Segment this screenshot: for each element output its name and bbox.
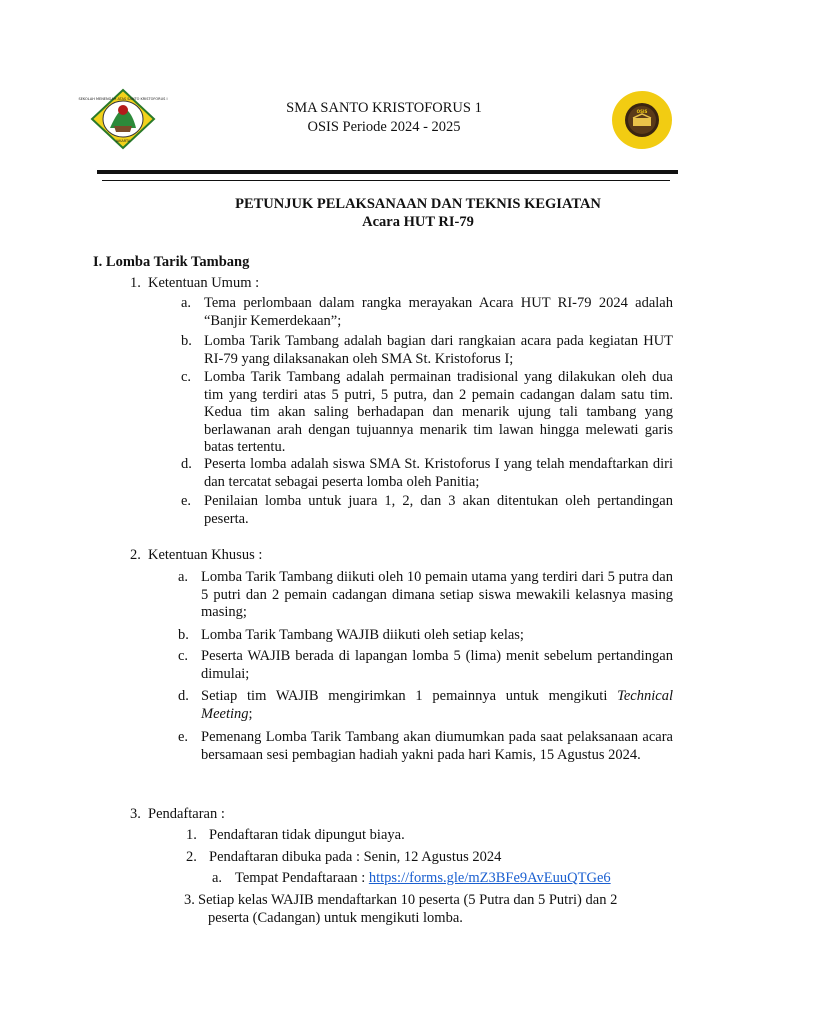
list-item: c. Lomba Tarik Tambang adalah permainan tradisional yang dilakukan oleh dua tim yang terdiri atas 5 putri, 5 putra, dan 2 pemain cadangan dalam satu tim. Kedua tim akan saling berhadapan dan menarik ujung tali tambang yang berlawanan arah dengan tujuannya menarik tim lawan hingga melewati garis batas tertentu. xyxy=(181,369,673,456)
list-item: d. Setiap tim WAJIB mengirimkan 1 pemainnya untuk mengikuti Technical Meeting; xyxy=(178,688,673,722)
list-number: 1. xyxy=(130,275,141,291)
list-item: a. Tempat Pendaftaraan : https://forms.gle/mZ3BFe9AvEuuQTGe6 xyxy=(212,870,611,886)
list-number: 2. xyxy=(130,547,141,563)
list-item: a. Lomba Tarik Tambang diikuti oleh 10 pemain utama yang terdiri dari 5 putra dan 5 putri dan 2 pemain cadangan dimana setiap siswa mewakili kelasnya masing masing; xyxy=(178,569,673,621)
list-item: b. Lomba Tarik Tambang WAJIB diikuti oleh setiap kelas; xyxy=(178,627,524,643)
list-item: 3. Setiap kelas WAJIB mendaftarkan 10 peserta (5 Putra dan 5 Putri) dan 2 peserta (Cadangan) untuk mengikuti lomba. xyxy=(184,892,618,926)
subsection-label-pendaftaran: Pendaftaran : xyxy=(148,806,225,822)
document-subtitle: Acara HUT RI-79 xyxy=(362,214,474,230)
subsection-label-umum: Ketentuan Umum : xyxy=(148,275,260,291)
list-item: 1. Pendaftaran tidak dipungut biaya. xyxy=(186,827,405,843)
logo-text-top: SEKOLAH MENENGAH ATAS SANTO KRISTOFORUS I xyxy=(78,97,168,101)
list-number: 3. xyxy=(130,806,141,822)
list-item: e. Penilaian lomba untuk juara 1, 2, dan 3 akan ditentukan oleh pertandingan peserta. xyxy=(181,493,673,527)
list-item: c. Peserta WAJIB berada di lapangan lomba 5 (lima) menit sebelum pertandingan dimulai; xyxy=(178,648,673,682)
list-item: 2. Pendaftaran dibuka pada : Senin, 12 Agustus 2024 xyxy=(186,849,502,865)
document-title: PETUNJUK PELAKSANAAN DAN TEKNIS KEGIATAN xyxy=(235,196,601,212)
school-name: SMA SANTO KRISTOFORUS 1 xyxy=(286,100,482,116)
logo-text-bottom: JAKARTA xyxy=(115,139,131,143)
registration-link[interactable]: https://forms.gle/mZ3BFe9AvEuuQTGe6 xyxy=(368,870,611,886)
section-heading: I. Lomba Tarik Tambang xyxy=(93,254,250,270)
list-item: b. Lomba Tarik Tambang adalah bagian dari rangkaian acara pada kegiatan HUT RI-79 yang dilaksanakan oleh SMA St. Kristoforus I; xyxy=(181,333,673,367)
osis-period: OSIS Periode 2024 - 2025 xyxy=(307,119,461,135)
list-item: a. Tema perlombaan dalam rangka merayakan Acara HUT RI-79 2024 adalah “Banjir Kemerdekaan”; xyxy=(181,295,673,329)
list-item: e. Pemenang Lomba Tarik Tambang akan diumumkan pada saat pelaksanaan acara bersamaan sesi pembagian hadiah yakni pada hari Kamis, 15 Agustus 2024. xyxy=(178,729,673,763)
osis-logo-text: OSIS xyxy=(636,109,648,114)
header-rule-thin xyxy=(102,180,670,181)
header-rule-thick xyxy=(97,170,678,174)
list-item: d. Peserta lomba adalah siswa SMA St. Kristoforus I yang telah mendaftarkan diri dan tercatat sebagai peserta lomba oleh Panitia; xyxy=(181,456,673,490)
subsection-label-khusus: Ketentuan Khusus : xyxy=(148,547,263,563)
